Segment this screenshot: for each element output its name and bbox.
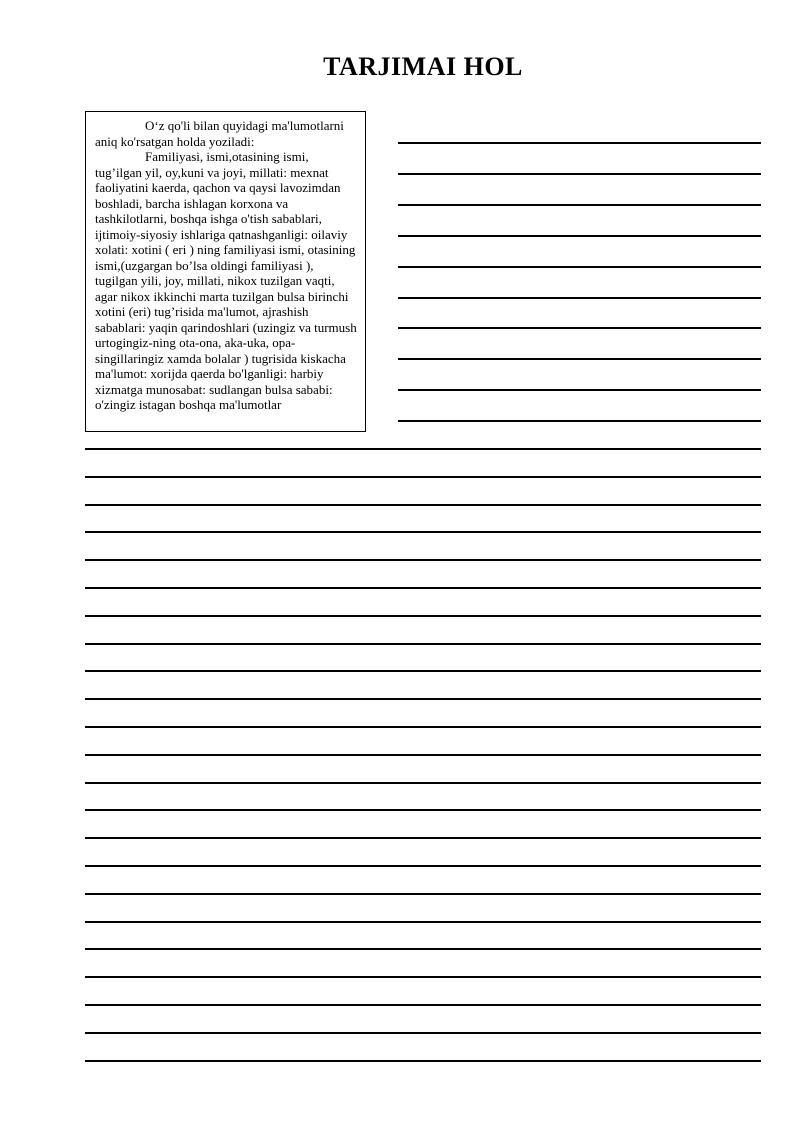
instructions-intro: O‘z qo'li bilan quyidagi ma'lumotlarni aniq ko'rsatgan holda yoziladi: xyxy=(95,118,344,149)
page-title: TARJIMAI HOL xyxy=(323,52,523,81)
full-writing-line xyxy=(85,615,761,617)
short-writing-line xyxy=(398,297,761,299)
full-writing-line xyxy=(85,837,761,839)
short-writing-line xyxy=(398,173,761,175)
full-writing-line xyxy=(85,698,761,700)
full-writing-line xyxy=(85,1004,761,1006)
full-writing-line xyxy=(85,559,761,561)
full-writing-line xyxy=(85,948,761,950)
short-writing-line xyxy=(398,235,761,237)
short-writing-line xyxy=(398,358,761,360)
full-writing-line xyxy=(85,726,761,728)
full-writing-line xyxy=(85,531,761,533)
full-writing-line xyxy=(85,865,761,867)
full-writing-line xyxy=(85,976,761,978)
full-writing-line xyxy=(85,809,761,811)
full-writing-line xyxy=(85,1032,761,1034)
full-writing-line xyxy=(85,754,761,756)
full-writing-line xyxy=(85,448,761,450)
full-writing-line xyxy=(85,476,761,478)
instructions-box xyxy=(85,111,366,432)
full-writing-line xyxy=(85,893,761,895)
full-writing-line xyxy=(85,643,761,645)
full-writing-line xyxy=(85,921,761,923)
full-writing-line xyxy=(85,504,761,506)
instructions-body: Familiyasi, ismi,otasining ismi, tug’ilgan yil, oy,kuni va joyi, millati: mexnat faoliyatini kaerda, qachon va qaysi lavozimdan boshladi, barcha ishlagan korxona va tashkilotlarni, boshqa ishga o'tish sabablari, ijtimoiy-siyosiy ishlariga qatnashganligi: oilaviy xolati: xotini ( eri ) ning familiyasi ismi, otasining ismi,(uzgargan bo’lsa oldingi familiyasi ), tugilgan yili, joy, millati, nikox tuzilgan vaqti, agar nikox ikkinchi marta tuzilgan bulsa birinchi xotini (eri) tug’risida ma'lumot, ajrashish sabablari: yaqin qarindoshlari (uzingiz va turmush urtogingiz-ning ota-ona, aka-uka, opa-singillaringiz xamda bolalar ) tugrisida kiskacha ma'lumot: xorijda qaerda bo'lganligi: harbiy xizmatga munosabat: sudlangan bulsa sababi: o'zingiz istagan boshqa ma'lumotlar xyxy=(95,149,357,412)
full-writing-line xyxy=(85,587,761,589)
full-writing-line xyxy=(85,670,761,672)
short-writing-line xyxy=(398,327,761,329)
full-writing-line xyxy=(85,782,761,784)
short-writing-line xyxy=(398,420,761,422)
short-writing-line xyxy=(398,204,761,206)
short-writing-line xyxy=(398,389,761,391)
full-writing-line xyxy=(85,1060,761,1062)
short-writing-line xyxy=(398,266,761,268)
short-writing-line xyxy=(398,142,761,144)
